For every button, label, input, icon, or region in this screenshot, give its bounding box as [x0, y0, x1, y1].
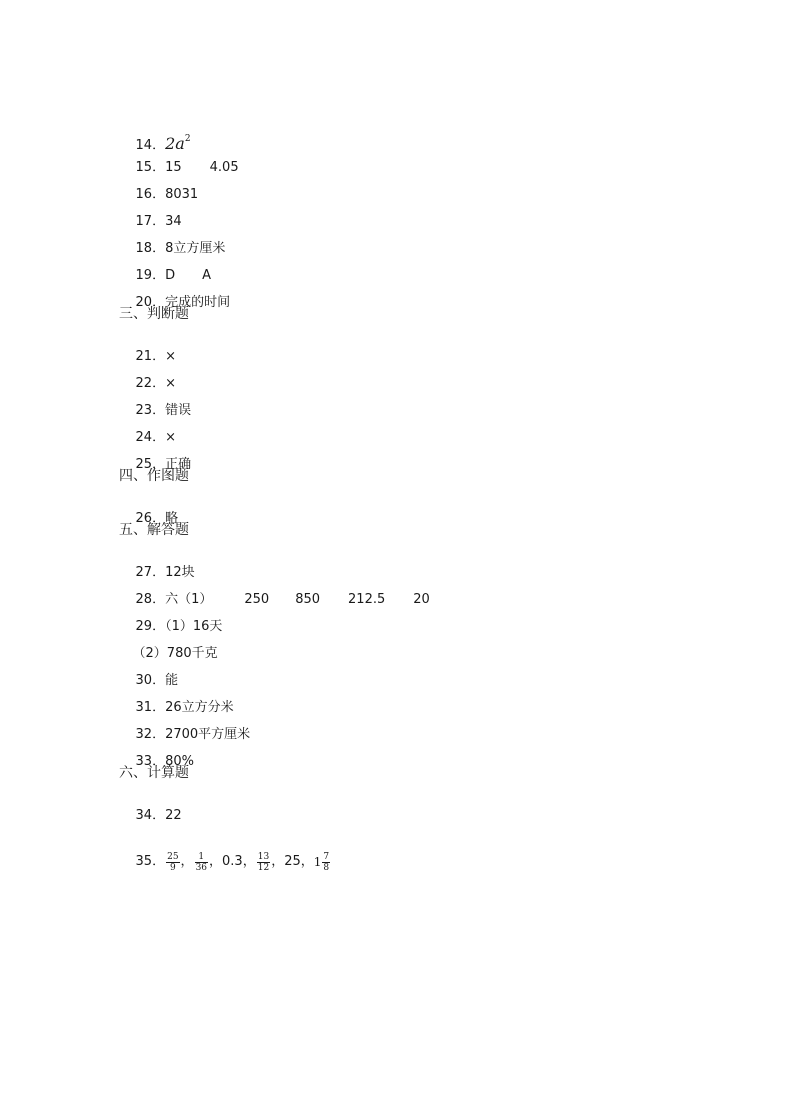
cross-mark: ×	[165, 376, 176, 391]
question-number: 30	[135, 673, 153, 688]
separator: ．	[152, 160, 166, 175]
question-number: 35	[135, 854, 153, 869]
answer-text: （2）780千克	[132, 646, 218, 661]
cross-mark: ×	[165, 430, 176, 445]
separator: ．	[152, 754, 166, 769]
answer-part: 212.5	[348, 592, 386, 607]
separator: ．	[152, 214, 166, 229]
answer-part: 850	[295, 592, 321, 607]
question-number: 14	[135, 138, 153, 153]
denominator: 12	[257, 862, 270, 873]
separator: ．	[152, 619, 166, 634]
answer-text: 略	[165, 511, 179, 526]
separator: ．	[152, 295, 166, 310]
denominator: 9	[169, 862, 176, 873]
answer-text: 完成的时间	[165, 295, 231, 310]
answer-value: 25	[284, 854, 301, 869]
fraction-1-36	[195, 852, 208, 873]
question-number: 34	[135, 808, 153, 823]
numerator: 1	[195, 852, 208, 863]
separator: ．	[152, 854, 166, 869]
question-number: 27	[135, 565, 153, 580]
numerator: 25	[167, 851, 179, 862]
comma: ，	[271, 854, 285, 869]
answer-text: 80%	[165, 754, 194, 769]
question-number: 25	[135, 457, 153, 472]
fraction-25-9	[166, 852, 179, 873]
question-number: 23	[135, 403, 153, 418]
question-number: 19	[135, 268, 153, 283]
question-number: 20	[135, 295, 153, 310]
answer-text: 8031	[165, 187, 199, 202]
answer-35	[119, 820, 331, 905]
separator: ．	[152, 700, 166, 715]
separator: ．	[152, 187, 166, 202]
question-number: 21	[135, 349, 153, 364]
section-heading-judgment: 三、判断题	[119, 306, 189, 322]
question-number: 29	[135, 619, 153, 634]
separator: ．	[152, 808, 166, 823]
separator: ．	[152, 457, 166, 472]
answer-text: 34	[165, 214, 182, 229]
answer-part: 250	[244, 592, 270, 607]
answer-part: 4.05	[209, 160, 239, 175]
cross-mark: ×	[165, 349, 176, 364]
comma: ，	[180, 854, 194, 869]
answer-text: 12块	[165, 565, 195, 580]
answer-text: 22	[165, 808, 182, 823]
separator: ．	[152, 403, 166, 418]
separator: ．	[152, 241, 166, 256]
question-number: 31	[135, 700, 153, 715]
answer-text: 8立方厘米	[165, 241, 226, 256]
separator: ．	[152, 565, 166, 580]
numerator: 13	[257, 851, 270, 862]
formula-exponent: 2	[184, 134, 191, 144]
numerator: 7	[323, 851, 330, 862]
comma: ，	[209, 854, 223, 869]
question-number: 26	[135, 511, 153, 526]
question-number: 32	[135, 727, 153, 742]
denominator: 8	[323, 862, 330, 873]
separator: ．	[152, 430, 166, 445]
answer-text: 错误	[165, 403, 192, 418]
question-number: 16	[135, 187, 153, 202]
answer-part: A	[202, 268, 212, 283]
answer-text: 正确	[165, 457, 192, 472]
fraction-13-12	[257, 852, 270, 873]
mixed-number-whole: 1	[313, 855, 322, 869]
answer-text: 2700平方厘米	[165, 727, 251, 742]
section-heading-solution: 五、解答题	[119, 522, 189, 538]
denominator: 36	[195, 862, 208, 873]
section-heading-drawing: 四、作图题	[119, 468, 189, 484]
section-heading-calculation: 六、计算题	[119, 765, 189, 781]
separator: ．	[152, 349, 166, 364]
answer-text: 能	[165, 673, 179, 688]
answer-part: D	[165, 268, 176, 283]
answer-part: 15	[165, 160, 182, 175]
separator: ．	[152, 673, 166, 688]
question-number: 24	[135, 430, 153, 445]
fraction-7-8	[322, 852, 330, 873]
separator: ．	[152, 592, 166, 607]
question-number: 18	[135, 241, 153, 256]
question-number: 22	[135, 376, 153, 391]
question-number: 33	[135, 754, 153, 769]
question-number: 15	[135, 160, 153, 175]
separator: ．	[152, 268, 166, 283]
question-number: 28	[135, 592, 153, 607]
comma: ，	[300, 854, 314, 869]
answer-text: 26立方分米	[165, 700, 234, 715]
comma: ，	[242, 854, 256, 869]
answer-value: 0.3	[222, 854, 243, 869]
answer-part: 六（1）	[165, 592, 213, 607]
separator: ．	[152, 376, 166, 391]
question-number: 17	[135, 214, 153, 229]
answer-part: 20	[413, 592, 430, 607]
separator: ．	[152, 511, 166, 526]
answer-text: （1）16天	[165, 619, 223, 634]
separator: ．	[152, 138, 166, 153]
separator: ．	[152, 727, 166, 742]
formula-base: 2a	[165, 134, 185, 153]
